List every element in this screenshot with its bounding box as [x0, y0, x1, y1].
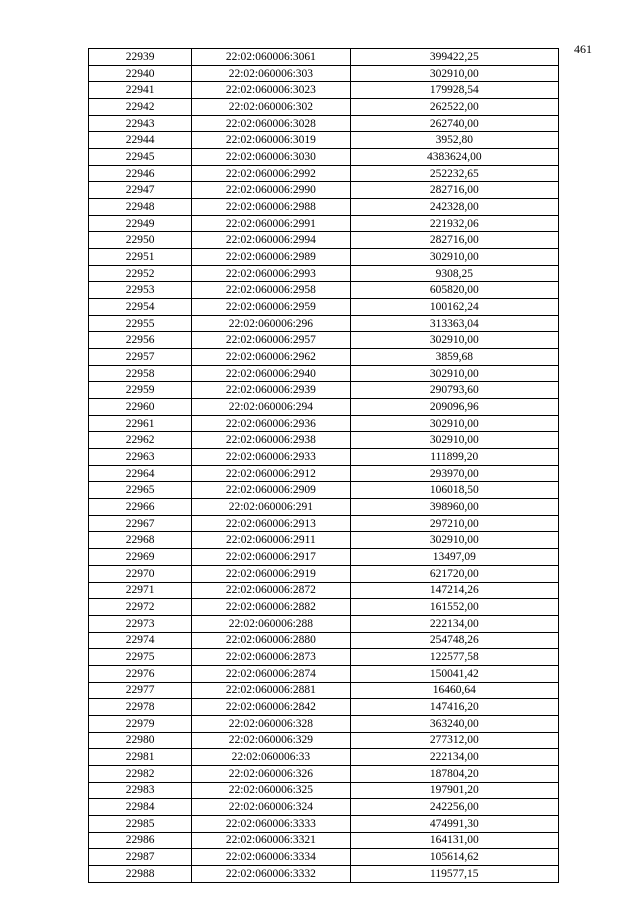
cadastral-number-cell: 22:02:060006:2957: [192, 332, 350, 349]
row-number-cell: 22940: [89, 65, 192, 82]
table-row: [89, 315, 559, 332]
table-row: [89, 865, 559, 882]
cadastral-number-cell: 22:02:060006:302: [192, 99, 350, 116]
cadastral-number-cell: 22:02:060006:2842: [192, 699, 350, 716]
row-number-cell: 22970: [89, 565, 192, 582]
row-number-cell: 22947: [89, 182, 192, 199]
value-cell: 242256,00: [350, 799, 558, 816]
table-row: [89, 665, 559, 682]
cadastral-number-cell: 22:02:060006:2992: [192, 165, 350, 182]
row-number-cell: 22941: [89, 82, 192, 99]
row-number-cell: 22971: [89, 582, 192, 599]
row-number-cell: 22949: [89, 215, 192, 232]
row-number-cell: 22958: [89, 365, 192, 382]
cadastral-number-cell: 22:02:060006:2959: [192, 299, 350, 316]
cadastral-number-cell: 22:02:060006:3321: [192, 832, 350, 849]
value-cell: 161552,00: [350, 599, 558, 616]
value-cell: 398960,00: [350, 499, 558, 516]
row-number-cell: 22966: [89, 499, 192, 516]
table-row: [89, 682, 559, 699]
cadastral-number-cell: 22:02:060006:3030: [192, 149, 350, 166]
row-number-cell: 22952: [89, 265, 192, 282]
cadastral-number-cell: 22:02:060006:2962: [192, 349, 350, 366]
table-row: [89, 349, 559, 366]
value-cell: 3859,68: [350, 349, 558, 366]
row-number-cell: 22984: [89, 799, 192, 816]
value-cell: 290793,60: [350, 382, 558, 399]
row-number-cell: 22968: [89, 532, 192, 549]
value-cell: 106018,50: [350, 482, 558, 499]
row-number-cell: 22974: [89, 632, 192, 649]
table-row: [89, 699, 559, 716]
value-cell: 254748,26: [350, 632, 558, 649]
value-cell: 399422,25: [350, 49, 558, 66]
row-number-cell: 22981: [89, 749, 192, 766]
row-number-cell: 22973: [89, 615, 192, 632]
table-row: [89, 399, 559, 416]
table-row: [89, 765, 559, 782]
value-cell: 302910,00: [350, 249, 558, 266]
cadastral-number-cell: 22:02:060006:3061: [192, 49, 350, 66]
cadastral-number-cell: 22:02:060006:2940: [192, 365, 350, 382]
value-cell: 262522,00: [350, 99, 558, 116]
row-number-cell: 22983: [89, 782, 192, 799]
row-number-cell: 22961: [89, 415, 192, 432]
row-number-cell: 22959: [89, 382, 192, 399]
table-row: [89, 632, 559, 649]
value-cell: 302910,00: [350, 65, 558, 82]
value-cell: 313363,04: [350, 315, 558, 332]
table-row: [89, 199, 559, 216]
row-number-cell: 22946: [89, 165, 192, 182]
cadastral-number-cell: 22:02:060006:329: [192, 732, 350, 749]
value-cell: 222134,00: [350, 615, 558, 632]
page-number: 461: [574, 42, 592, 56]
cadastral-number-cell: 22:02:060006:3028: [192, 115, 350, 132]
table-row: [89, 599, 559, 616]
row-number-cell: 22954: [89, 299, 192, 316]
cadastral-number-cell: 22:02:060006:326: [192, 765, 350, 782]
table-row: [89, 249, 559, 266]
table-row: [89, 49, 559, 66]
table-row: [89, 499, 559, 516]
value-cell: 4383624,00: [350, 149, 558, 166]
table-row: [89, 299, 559, 316]
row-number-cell: 22975: [89, 649, 192, 666]
value-cell: 9308,25: [350, 265, 558, 282]
value-cell: 197901,20: [350, 782, 558, 799]
cadastral-number-cell: 22:02:060006:2938: [192, 432, 350, 449]
table-row: [89, 482, 559, 499]
row-number-cell: 22980: [89, 732, 192, 749]
row-number-cell: 22963: [89, 449, 192, 466]
table-row: [89, 415, 559, 432]
cadastral-number-cell: 22:02:060006:2933: [192, 449, 350, 466]
cadastral-number-cell: 22:02:060006:291: [192, 499, 350, 516]
cadastral-number-cell: 22:02:060006:288: [192, 615, 350, 632]
row-number-cell: 22982: [89, 765, 192, 782]
value-cell: 262740,00: [350, 115, 558, 132]
row-number-cell: 22987: [89, 849, 192, 866]
cadastral-number-cell: 22:02:060006:2874: [192, 665, 350, 682]
table-row: [89, 799, 559, 816]
row-number-cell: 22960: [89, 399, 192, 416]
table-row: [89, 115, 559, 132]
table-body: [89, 49, 559, 883]
value-cell: 3952,80: [350, 132, 558, 149]
cadastral-number-cell: 22:02:060006:2991: [192, 215, 350, 232]
value-cell: 474991,30: [350, 815, 558, 832]
table-row: [89, 449, 559, 466]
row-number-cell: 22943: [89, 115, 192, 132]
row-number-cell: 22948: [89, 199, 192, 216]
table-row: [89, 82, 559, 99]
table-row: [89, 565, 559, 582]
table-row: [89, 65, 559, 82]
value-cell: 187804,20: [350, 765, 558, 782]
cadastral-number-cell: 22:02:060006:2912: [192, 465, 350, 482]
value-cell: 302910,00: [350, 432, 558, 449]
value-cell: 302910,00: [350, 365, 558, 382]
row-number-cell: 22942: [89, 99, 192, 116]
cadastral-number-cell: 22:02:060006:328: [192, 715, 350, 732]
cadastral-number-cell: 22:02:060006:2909: [192, 482, 350, 499]
value-cell: 164131,00: [350, 832, 558, 849]
cadastral-number-cell: 22:02:060006:3023: [192, 82, 350, 99]
table-row: [89, 165, 559, 182]
cadastral-number-cell: 22:02:060006:3332: [192, 865, 350, 882]
row-number-cell: 22955: [89, 315, 192, 332]
value-cell: 297210,00: [350, 515, 558, 532]
value-cell: 147214,26: [350, 582, 558, 599]
table-row: [89, 732, 559, 749]
row-number-cell: 22967: [89, 515, 192, 532]
cadastral-number-cell: 22:02:060006:3333: [192, 815, 350, 832]
row-number-cell: 22972: [89, 599, 192, 616]
row-number-cell: 22951: [89, 249, 192, 266]
cadastral-number-cell: 22:02:060006:2990: [192, 182, 350, 199]
cadastral-number-cell: 22:02:060006:2958: [192, 282, 350, 299]
value-cell: 293970,00: [350, 465, 558, 482]
cadastral-number-cell: 22:02:060006:2988: [192, 199, 350, 216]
value-cell: 111899,20: [350, 449, 558, 466]
row-number-cell: 22953: [89, 282, 192, 299]
value-cell: 122577,58: [350, 649, 558, 666]
table-row: [89, 232, 559, 249]
row-number-cell: 22965: [89, 482, 192, 499]
table-row: [89, 515, 559, 532]
row-number-cell: 22956: [89, 332, 192, 349]
cadastral-number-cell: 22:02:060006:2911: [192, 532, 350, 549]
value-cell: 150041,42: [350, 665, 558, 682]
table-row: [89, 832, 559, 849]
table-row: [89, 715, 559, 732]
value-cell: 282716,00: [350, 232, 558, 249]
row-number-cell: 22945: [89, 149, 192, 166]
table-row: [89, 182, 559, 199]
row-number-cell: 22977: [89, 682, 192, 699]
value-cell: 363240,00: [350, 715, 558, 732]
cadastral-number-cell: 22:02:060006:294: [192, 399, 350, 416]
table-row: [89, 582, 559, 599]
cadastral-number-cell: 22:02:060006:2936: [192, 415, 350, 432]
table-row: [89, 282, 559, 299]
table-row: [89, 132, 559, 149]
table-row: [89, 149, 559, 166]
value-cell: 147416,20: [350, 699, 558, 716]
value-cell: 242328,00: [350, 199, 558, 216]
value-cell: 119577,15: [350, 865, 558, 882]
row-number-cell: 22962: [89, 432, 192, 449]
value-cell: 16460,64: [350, 682, 558, 699]
cadastral-number-cell: 22:02:060006:2881: [192, 682, 350, 699]
value-cell: 277312,00: [350, 732, 558, 749]
row-number-cell: 22969: [89, 549, 192, 566]
table-row: [89, 815, 559, 832]
table-row: [89, 265, 559, 282]
value-cell: 209096,96: [350, 399, 558, 416]
table-row: [89, 465, 559, 482]
table-row: [89, 215, 559, 232]
row-number-cell: 22985: [89, 815, 192, 832]
table-row: [89, 432, 559, 449]
cadastral-number-cell: 22:02:060006:2873: [192, 649, 350, 666]
value-cell: 302910,00: [350, 415, 558, 432]
value-cell: 252232,65: [350, 165, 558, 182]
row-number-cell: 22964: [89, 465, 192, 482]
row-number-cell: 22986: [89, 832, 192, 849]
table-row: [89, 849, 559, 866]
row-number-cell: 22988: [89, 865, 192, 882]
value-cell: 222134,00: [350, 749, 558, 766]
table-row: [89, 749, 559, 766]
cadastral-number-cell: 22:02:060006:2939: [192, 382, 350, 399]
value-cell: 13497,09: [350, 549, 558, 566]
cadastral-number-cell: 22:02:060006:296: [192, 315, 350, 332]
cadastral-number-cell: 22:02:060006:2872: [192, 582, 350, 599]
cadastral-number-cell: 22:02:060006:324: [192, 799, 350, 816]
value-cell: 302910,00: [350, 332, 558, 349]
table-row: [89, 365, 559, 382]
cadastral-number-cell: 22:02:060006:3334: [192, 849, 350, 866]
cadastral-number-cell: 22:02:060006:3019: [192, 132, 350, 149]
value-cell: 302910,00: [350, 532, 558, 549]
table-row: [89, 99, 559, 116]
table-row: [89, 332, 559, 349]
cadastral-number-cell: 22:02:060006:325: [192, 782, 350, 799]
registry-table: [88, 48, 559, 883]
table-row: [89, 782, 559, 799]
value-cell: 105614,62: [350, 849, 558, 866]
table-row: [89, 615, 559, 632]
cadastral-number-cell: 22:02:060006:2994: [192, 232, 350, 249]
cadastral-number-cell: 22:02:060006:2919: [192, 565, 350, 582]
row-number-cell: 22950: [89, 232, 192, 249]
cadastral-number-cell: 22:02:060006:2882: [192, 599, 350, 616]
table-row: [89, 532, 559, 549]
cadastral-number-cell: 22:02:060006:2993: [192, 265, 350, 282]
cadastral-number-cell: 22:02:060006:2917: [192, 549, 350, 566]
value-cell: 605820,00: [350, 282, 558, 299]
cadastral-number-cell: 22:02:060006:2989: [192, 249, 350, 266]
value-cell: 621720,00: [350, 565, 558, 582]
row-number-cell: 22957: [89, 349, 192, 366]
value-cell: 282716,00: [350, 182, 558, 199]
cadastral-number-cell: 22:02:060006:303: [192, 65, 350, 82]
cadastral-number-cell: 22:02:060006:33: [192, 749, 350, 766]
row-number-cell: 22944: [89, 132, 192, 149]
row-number-cell: 22978: [89, 699, 192, 716]
value-cell: 179928,54: [350, 82, 558, 99]
value-cell: 100162,24: [350, 299, 558, 316]
table-row: [89, 649, 559, 666]
row-number-cell: 22979: [89, 715, 192, 732]
row-number-cell: 22939: [89, 49, 192, 66]
table-row: [89, 382, 559, 399]
cadastral-number-cell: 22:02:060006:2913: [192, 515, 350, 532]
table-row: [89, 549, 559, 566]
value-cell: 221932,06: [350, 215, 558, 232]
cadastral-number-cell: 22:02:060006:2880: [192, 632, 350, 649]
row-number-cell: 22976: [89, 665, 192, 682]
